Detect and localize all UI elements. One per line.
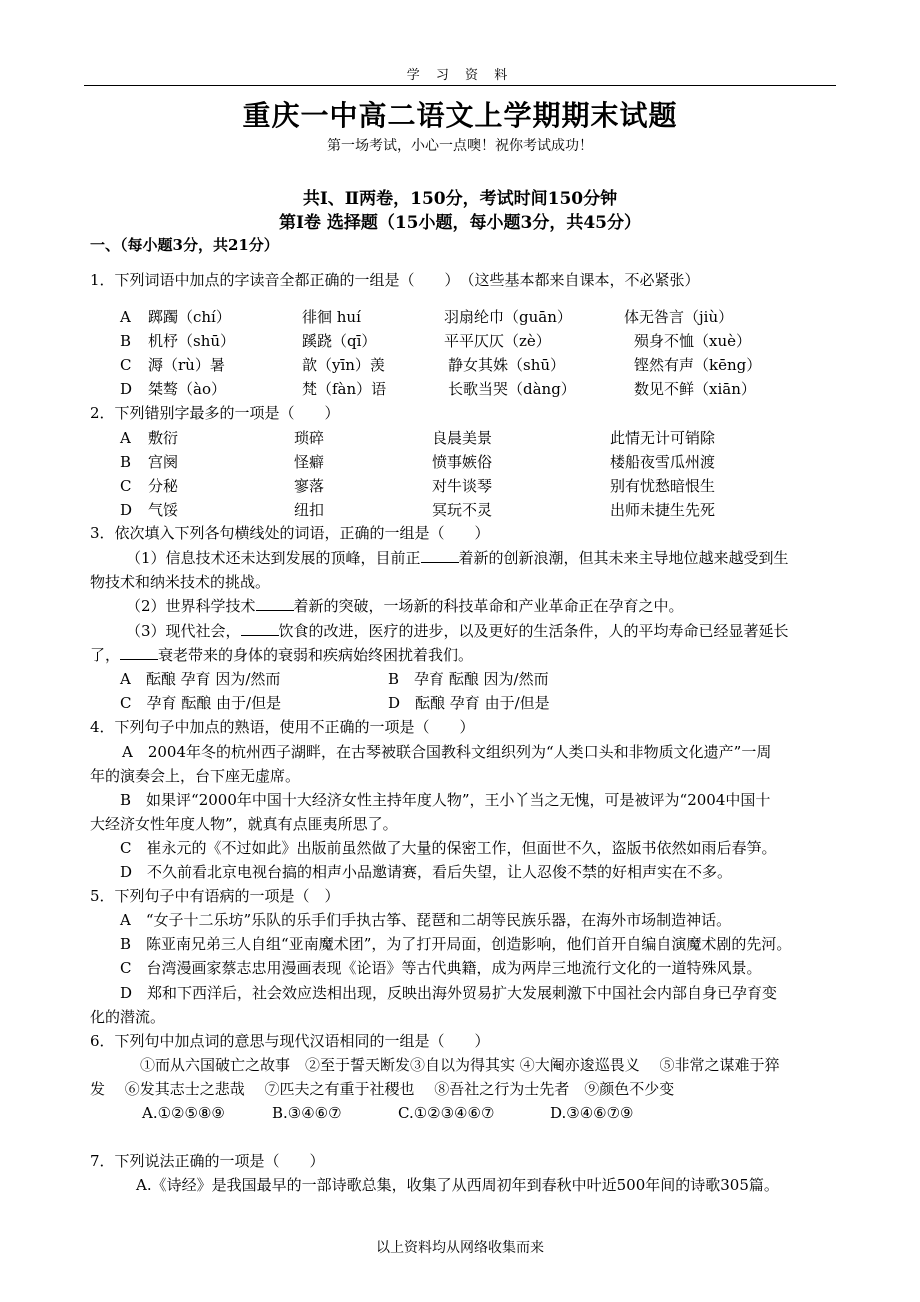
option-word: 敷衍 [148, 429, 179, 447]
option-word: 羽扇纶巾（guān） [444, 308, 572, 326]
option-word: 气馁 [148, 501, 179, 519]
option-word: 桀骜（ào） [148, 380, 226, 398]
option-word: 寥落 [294, 477, 325, 495]
option-word: 徘徊 huí [302, 308, 361, 326]
option-word: 楼船夜雪瓜州渡 [610, 453, 716, 471]
option-letter: C [120, 477, 132, 495]
part-one-heading: 第Ⅰ卷 选择题（15小题，每小题3分，共45分） [278, 213, 641, 233]
option-word: 踯躅（chí） [148, 308, 231, 326]
option-word: 殒身不恤（xuè） [634, 332, 751, 350]
question-6-option-c: C.①②③④⑥⑦ [398, 1104, 495, 1122]
option-word: 长歌当哭（dàng） [448, 380, 576, 398]
option-word: 蹊跷（qī） [302, 332, 377, 350]
option-letter: D [120, 380, 133, 398]
option-letter: A [120, 429, 131, 447]
question-5-stem: 5．下列句子中有语病的一项是（ ） [90, 887, 340, 905]
question-6-stem: 6．下列句中加点词的意思与现代汉语相同的一组是（ ） [90, 1032, 490, 1050]
question-6-option-d: D.③④⑥⑦⑨ [550, 1104, 634, 1122]
option-word: 纽扣 [294, 501, 325, 519]
exam-info-line: 共Ⅰ、Ⅱ两卷，150分，考试时间150分钟 [302, 189, 618, 209]
question-3-option-b: B 孕育 酝酿 因为/然而 [388, 670, 549, 688]
question-1-stem: 1．下列词语中加点的字读音全都正确的一组是（ ） （这些基本都来自课本，不必紧张） [90, 271, 700, 289]
question-4-stem: 4．下列句子中加点的熟语，使用不正确的一项是（ ） [90, 718, 475, 736]
option-word: 体无咎言（jiù） [624, 308, 734, 326]
option-word: 机杼（shū） [148, 332, 236, 350]
option-word: 别有忧愁暗恨生 [610, 477, 716, 495]
question-3-sentence-1-cont: 物技术和纳米技术的挑战。 [90, 573, 271, 591]
question-3-sentence-3-cont: 了， 衰老带来的身体的衰弱和疾病始终困扰着我们。 [90, 646, 474, 664]
option-word: 铿然有声（kēng） [634, 356, 762, 374]
option-letter: C [120, 356, 132, 374]
question-3-sentence-1: （1）信息技术还未达到发展的顶峰，目前正 着新的创新浪潮，但其未来主导地位越来越受到生 [126, 549, 789, 567]
question-5-option-c: C 台湾漫画家蔡志忠用漫画表现《论语》等古代典籍，成为两岸三地流行文化的一道特殊风景。 [120, 959, 762, 977]
option-word: 溽（rù）暑 [148, 356, 225, 374]
option-word: 琐碎 [294, 429, 325, 447]
option-word: 平平仄仄（zè） [444, 332, 551, 350]
question-2-stem: 2．下列错别字最多的一项是（ ） [90, 404, 340, 422]
question-6-items-line-1: ①而从六国破亡之故事 ②至于誓天断发③自以为得其实 ④大阉亦逡巡畏义 ⑤非常之谋难于猝 [140, 1056, 780, 1074]
option-word: 此情无计可销除 [610, 429, 716, 447]
question-3-option-d: D 酝酿 孕育 由于/但是 [388, 694, 550, 712]
question-3-sentence-2: （2）世界科学技术 着新的突破，一场新的科技革命和产业革命正在孕育之中。 [126, 597, 684, 615]
question-4-option-d: D 不久前看北京电视台搞的相声小品邀请赛，看后失望，让人忍俊不禁的好相声实在不多。 [120, 863, 733, 881]
question-5-option-d-cont: 化的潜流。 [90, 1008, 166, 1026]
option-word: 梵（fàn）语 [302, 380, 387, 398]
option-word: 对牛谈琴 [432, 477, 493, 495]
question-7-option-a: A.《诗经》是我国最早的一部诗歌总集，收集了从西周初年到春秋中叶近500年间的诗歌305篇。 [136, 1176, 779, 1194]
option-word: 歆（yīn）羡 [302, 356, 385, 374]
option-word: 静女其姝（shū） [448, 356, 566, 374]
option-word: 怪癖 [294, 453, 325, 471]
question-5-option-a: A “女子十二乐坊”乐队的乐手们手执古筝、琵琶和二胡等民族乐器，在海外市场制造神话。 [120, 911, 732, 929]
question-3-sentence-3: （3）现代社会， 饮食的改进，医疗的进步，以及更好的生活条件，人的平均寿命已经显著延长 [126, 622, 789, 640]
question-4-option-a: A 2004年冬的杭州西子湖畔，在古琴被联合国教科文组织列为“人类口头和非物质文化遗产”一周 [122, 743, 772, 761]
question-6-option-b: B.③④⑥⑦ [272, 1104, 342, 1122]
option-word: 良晨美景 [432, 429, 493, 447]
page-footer: 以上资料均从网络收集而来 [376, 1240, 544, 1256]
question-5-option-d: D 郑和下西洋后，社会效应迭相出现，反映出海外贸易扩大发展刺激下中国社会内部自身已孕育变 [120, 984, 778, 1002]
page-title: 重庆一中高二语文上学期期末试题 [242, 99, 678, 132]
option-word: 分秘 [148, 477, 179, 495]
question-5-option-b: B 陈亚南兄弟三人自组“亚南魔术团”，为了打开局面，创造影响，他们首开自编自演魔术剧的先河。 [120, 935, 792, 953]
option-word: 冥玩不灵 [432, 501, 493, 519]
fill-blank [421, 548, 459, 563]
question-3-stem: 3．依次填入下列各句横线处的词语，正确的一组是（ ） [90, 524, 490, 542]
option-word: 出师未捷生先死 [610, 501, 716, 519]
option-word: 数见不鲜（xiān） [634, 380, 756, 398]
page-subtitle: 第一场考试，小心一点噢！祝你考试成功！ [327, 138, 593, 154]
question-4-option-a-cont: 年的演奏会上，台下座无虚席。 [90, 767, 301, 785]
question-4-option-c: C 崔永元的《不过如此》出版前虽然做了大量的保密工作，但面世不久，盗版书依然如雨后春笋。 [120, 839, 777, 857]
question-4-option-b-cont: 大经济女性年度人物”，就真有点匪夷所思了。 [90, 815, 398, 833]
option-letter: B [120, 332, 132, 350]
header-divider [84, 85, 836, 86]
section-one-heading: 一、（每小题3分，共21分） [90, 236, 279, 254]
question-6-items-line-2: 发 ⑥发其志士之悲哉 ⑦匹夫之有重于社稷也 ⑧吾社之行为士先者 ⑨颜色不少变 [90, 1080, 675, 1098]
fill-blank [241, 621, 279, 636]
fill-blank [256, 596, 294, 611]
option-word: 愤事嫉俗 [432, 453, 493, 471]
question-3-option-c: C 孕育 酝酿 由于/但是 [120, 694, 282, 712]
question-6-option-a: A.①②⑤⑧⑨ [142, 1104, 225, 1122]
question-4-option-b: B 如果评“2000年中国十大经济女性主持年度人物”，王小丫当之无愧，可是被评为“2004中国十 [120, 791, 771, 809]
page-header-label: 学 习 资 料 [406, 68, 514, 83]
option-word: 宫阕 [148, 453, 179, 471]
question-7-stem: 7．下列说法正确的一项是（ ） [90, 1152, 325, 1170]
question-3-option-a: A 酝酿 孕育 因为/然而 [120, 670, 281, 688]
option-letter: D [120, 501, 133, 519]
option-letter: A [120, 308, 131, 326]
fill-blank [120, 645, 158, 660]
option-letter: B [120, 453, 132, 471]
